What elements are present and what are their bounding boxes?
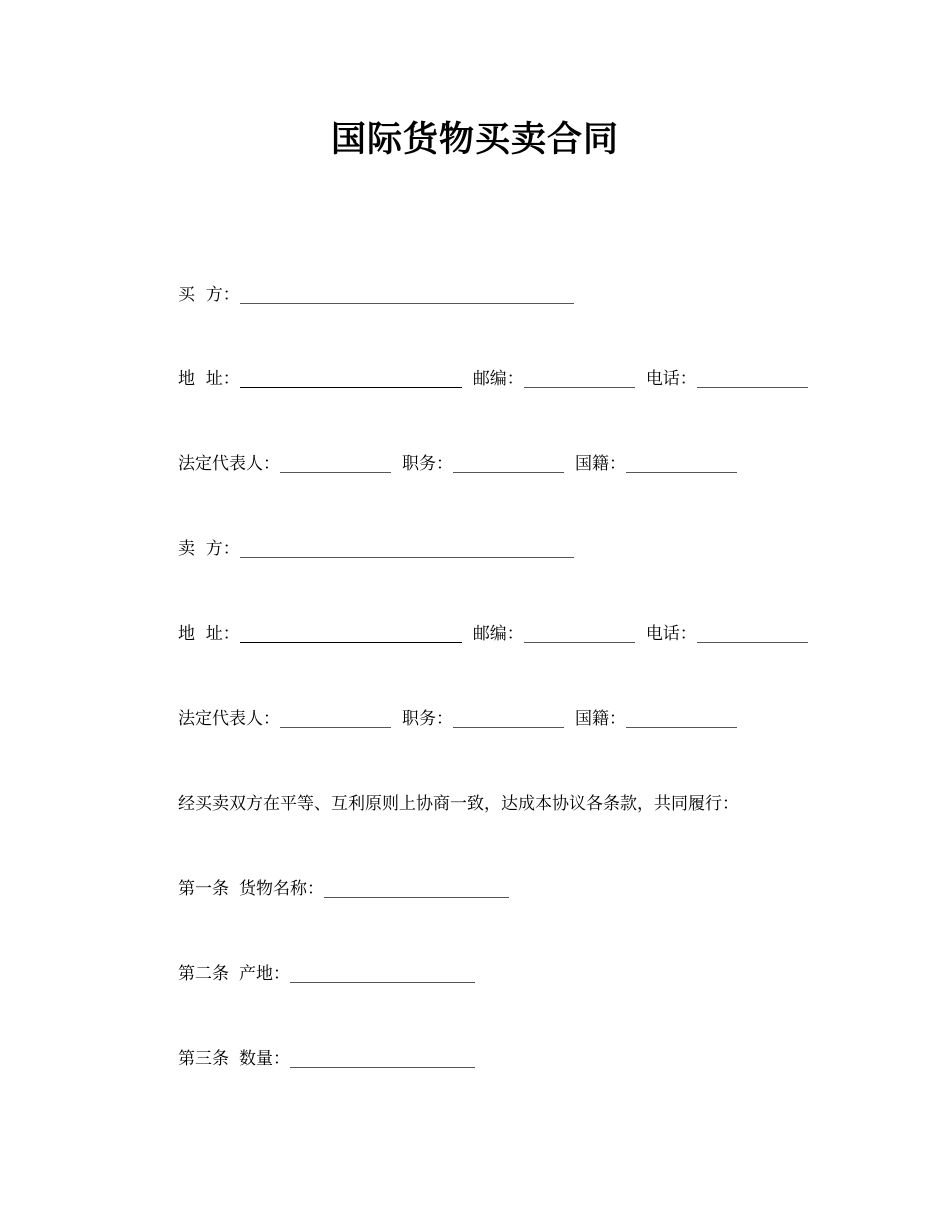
buyer-nationality-field[interactable]: [626, 454, 737, 473]
seller-nationality-label: 国籍：: [575, 709, 626, 729]
quantity-field[interactable]: [290, 1049, 475, 1068]
article-quantity-row: [178, 1047, 475, 1071]
seller-address-row: [178, 622, 808, 646]
seller-rep-row: [178, 707, 737, 731]
goods-name-field[interactable]: [324, 879, 509, 898]
article-number: 第二条: [178, 964, 229, 984]
seller-rep-label: 法定代表人：: [178, 709, 280, 729]
buyer-nationality-label: 国籍：: [575, 454, 626, 474]
buyer-address-row: [178, 367, 808, 391]
buyer-rep-label: 法定代表人：: [178, 454, 280, 474]
buyer-phone-field[interactable]: [697, 369, 808, 388]
seller-label: 卖 方：: [178, 539, 240, 559]
origin-field[interactable]: [290, 964, 475, 983]
intro-paragraph: 经买卖双方在平等、互利原则上协商一致，达成本协议各条款，共同履行：: [178, 794, 739, 814]
buyer-rep-row: [178, 452, 737, 476]
buyer-address-field[interactable]: [240, 369, 462, 388]
article-label: 数量：: [239, 1049, 290, 1069]
seller-address-field[interactable]: [240, 624, 462, 643]
buyer-address-label: 地 址：: [178, 369, 240, 389]
buyer-position-label: 职务：: [402, 454, 453, 474]
seller-position-label: 职务：: [402, 709, 453, 729]
seller-row: [178, 537, 574, 561]
buyer-postcode-label: 邮编：: [472, 369, 524, 389]
contract-title: 国际货物买卖合同: [330, 120, 619, 160]
buyer-position-field[interactable]: [453, 454, 564, 473]
seller-position-field[interactable]: [453, 709, 564, 728]
buyer-phone-label: 电话：: [645, 369, 697, 389]
buyer-rep-field[interactable]: [280, 454, 391, 473]
seller-postcode-label: 邮编：: [472, 624, 524, 644]
article-number: 第三条: [178, 1049, 229, 1069]
article-number: 第一条: [178, 879, 229, 899]
seller-name-field[interactable]: [240, 539, 574, 558]
seller-postcode-field[interactable]: [524, 624, 635, 643]
seller-nationality-field[interactable]: [626, 709, 737, 728]
article-label: 货物名称：: [239, 879, 324, 899]
buyer-label: 买 方：: [178, 285, 240, 305]
article-origin-row: [178, 962, 475, 986]
buyer-row: [178, 283, 574, 307]
article-label: 产地：: [239, 964, 290, 984]
buyer-postcode-field[interactable]: [524, 369, 635, 388]
seller-phone-field[interactable]: [697, 624, 808, 643]
buyer-name-field[interactable]: [240, 285, 574, 304]
seller-address-label: 地 址：: [178, 624, 240, 644]
seller-phone-label: 电话：: [645, 624, 697, 644]
seller-rep-field[interactable]: [280, 709, 391, 728]
article-goods-name-row: [178, 877, 509, 901]
